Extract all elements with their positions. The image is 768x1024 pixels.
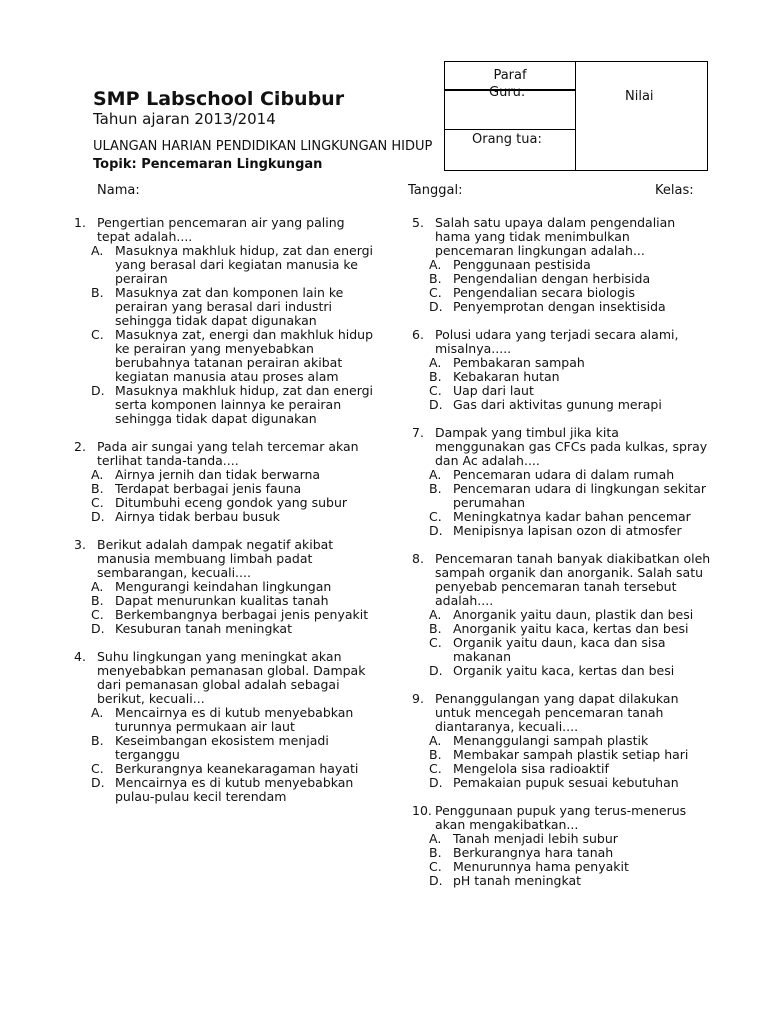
option-letter: B.: [429, 271, 442, 286]
option-text: Pencemaran udara di lingkungan sekitar perumahan: [453, 481, 707, 510]
option-text: Kesuburan tanah meningkat: [115, 621, 292, 636]
option-text: Organik yaitu daun, kaca dan sisa makanan: [453, 635, 666, 664]
option-text: Masuknya makhluk hidup, zat dan energi serta komponen lainnya ke perairan sehingga tidak dapat digunakan: [115, 383, 374, 426]
option-letter: B.: [429, 747, 442, 762]
option-text: Mengelola sisa radioaktif: [453, 761, 609, 776]
option-text: Mengurangi keindahan lingkungan: [115, 579, 332, 594]
paraf-label: Paraf: [493, 68, 527, 83]
option-letter: B.: [429, 845, 442, 860]
option-letter: B.: [429, 369, 442, 384]
answer-option-a[interactable]: [429, 468, 712, 482]
answer-option-d[interactable]: [429, 300, 712, 314]
question-10: [412, 804, 712, 888]
answer-option-c[interactable]: [91, 496, 374, 510]
answer-option-d[interactable]: [91, 776, 374, 804]
option-letter: B.: [91, 285, 104, 300]
option-letter: B.: [91, 481, 104, 496]
answer-option-a[interactable]: [429, 734, 712, 748]
question-text: Berikut adalah dampak negatif akibat manusia membuang limbah padat sembarangan, kecuali....: [97, 537, 334, 580]
option-text: Ditumbuhi eceng gondok yang subur: [115, 495, 348, 510]
question-number: 2.: [74, 439, 86, 454]
answer-option-d[interactable]: [91, 384, 374, 426]
parent-label: Orang tua:: [472, 132, 542, 147]
option-text: Masuknya makhluk hidup, zat dan energi yang berasal dari kegiatan manusia ke perairan: [115, 243, 374, 286]
date-field-label: Tanggal:: [408, 183, 463, 198]
option-letter: B.: [91, 593, 104, 608]
question-text: Suhu lingkungan yang meningkat akan menyebabkan pemanasan global. Dampak dari pemanasan global adalah sebagai berikut, kecuali...: [97, 649, 366, 706]
option-letter: C.: [91, 607, 104, 622]
question-text: Salah satu upaya dalam pengendalian hama yang tidak menimbulkan pencemaran lingkungan adalah...: [435, 215, 676, 258]
signature-column: [445, 62, 576, 170]
option-letter: A.: [91, 467, 104, 482]
option-letter: C.: [429, 509, 442, 524]
questions-left-column: [74, 216, 374, 818]
option-letter: C.: [91, 761, 104, 776]
option-text: Menurunnya hama penyakit: [453, 859, 629, 874]
topic-heading: Topik: Pencemaran Lingkungan: [93, 157, 323, 172]
answer-option-b[interactable]: [429, 846, 712, 860]
option-text: Airnya jernih dan tidak berwarna: [115, 467, 321, 482]
question-1: [74, 216, 374, 426]
parent-signature-cell[interactable]: [445, 130, 575, 170]
option-text: Pemakaian pupuk sesuai kebutuhan: [453, 775, 679, 790]
option-letter: D.: [91, 775, 105, 790]
option-letter: C.: [429, 383, 442, 398]
option-text: Pengendalian secara biologis: [453, 285, 635, 300]
question-3: [74, 538, 374, 636]
answer-option-c[interactable]: [429, 636, 712, 664]
option-text: Penggunaan pestisida: [453, 257, 591, 272]
option-letter: D.: [91, 383, 105, 398]
answer-option-c[interactable]: [429, 762, 712, 776]
option-text: Tanah menjadi lebih subur: [453, 831, 618, 846]
question-9: [412, 692, 712, 790]
answer-option-d[interactable]: [429, 524, 712, 538]
question-number: 3.: [74, 537, 86, 552]
option-text: Uap dari laut: [453, 383, 534, 398]
option-text: Pencemaran udara di dalam rumah: [453, 467, 675, 482]
answer-option-b[interactable]: [91, 482, 374, 496]
option-letter: A.: [91, 579, 104, 594]
signature-score-box: [444, 61, 708, 171]
option-letter: D.: [429, 663, 443, 678]
option-letter: C.: [429, 761, 442, 776]
answer-option-d[interactable]: [429, 398, 712, 412]
option-letter: A.: [429, 831, 442, 846]
answer-option-c[interactable]: [429, 286, 712, 300]
option-text: Berkembangnya berbagai jenis penyakit: [115, 607, 369, 622]
question-text: Penanggulangan yang dapat dilakukan untuk mencegah pencemaran tanah diantaranya, kecuali....: [435, 691, 679, 734]
answer-option-b[interactable]: [429, 370, 712, 384]
option-text: Berkurangnya hara tanah: [453, 845, 614, 860]
question-text: Pencemaran tanah banyak diakibatkan oleh sampah organik dan anorganik. Salah satu penyebab pencemaran tanah tersebut adalah....: [435, 551, 711, 608]
answer-option-a[interactable]: [91, 580, 374, 594]
option-letter: D.: [429, 299, 443, 314]
option-text: Anorganik yaitu kaca, kertas dan besi: [453, 621, 689, 636]
option-letter: A.: [429, 355, 442, 370]
option-text: Dapat menurunkan kualitas tanah: [115, 593, 329, 608]
option-letter: D.: [91, 621, 105, 636]
question-text: Pengertian pencemaran air yang paling tepat adalah....: [97, 215, 345, 244]
question-2: [74, 440, 374, 524]
answer-option-a[interactable]: [91, 468, 374, 482]
question-5: [412, 216, 712, 314]
question-number: 9.: [412, 691, 424, 706]
answer-option-b[interactable]: [429, 272, 712, 286]
answer-option-b[interactable]: [91, 734, 374, 762]
answer-option-a[interactable]: [91, 244, 374, 286]
answer-option-a[interactable]: [429, 832, 712, 846]
class-field-label: Kelas:: [655, 183, 694, 198]
answer-option-b[interactable]: [429, 748, 712, 762]
answer-option-b[interactable]: [91, 286, 374, 328]
answer-option-b[interactable]: [429, 622, 712, 636]
question-7: [412, 426, 712, 538]
school-name: SMP Labschool Cibubur: [93, 88, 345, 110]
option-text: Menanggulangi sampah plastik: [453, 733, 649, 748]
question-8: [412, 552, 712, 678]
questions-right-column: [412, 216, 712, 902]
question-text: Polusi udara yang terjadi secara alami, misalnya.....: [435, 327, 679, 356]
option-letter: B.: [429, 481, 442, 496]
answer-option-c[interactable]: [91, 328, 374, 384]
answer-option-d[interactable]: [91, 510, 374, 524]
answer-option-d[interactable]: [429, 776, 712, 790]
option-text: Pengendalian dengan herbisida: [453, 271, 651, 286]
option-letter: D.: [429, 397, 443, 412]
guru-label: Guru:: [489, 85, 526, 100]
academic-year: Tahun ajaran 2013/2014: [93, 110, 276, 128]
option-text: Pembakaran sampah: [453, 355, 585, 370]
question-number: 4.: [74, 649, 86, 664]
guru-signature-cell[interactable]: [445, 85, 575, 130]
option-text: Masuknya zat, energi dan makhluk hidup ke perairan yang menyebabkan berubahnya tatanan perairan akibat kegiatan manusia atau proses alam: [115, 327, 374, 384]
answer-option-b[interactable]: [429, 482, 712, 510]
option-letter: D.: [429, 523, 443, 538]
question-text: Pada air sungai yang telah tercemar akan terlihat tanda-tanda....: [97, 439, 359, 468]
option-text: Airnya tidak berbau busuk: [115, 509, 280, 524]
option-text: Mencairnya es di kutub menyebabkan pulau-pulau kecil terendam: [115, 775, 354, 804]
option-text: Masuknya zat dan komponen lain ke perairan yang berasal dari industri sehingga tidak dapat digunakan: [115, 285, 344, 328]
option-text: Menipisnya lapisan ozon di atmosfer: [453, 523, 682, 538]
answer-option-b[interactable]: [91, 594, 374, 608]
option-letter: A.: [429, 467, 442, 482]
question-text: Penggunaan pupuk yang terus-menerus akan mengakibatkan...: [435, 803, 687, 832]
question-number: 8.: [412, 551, 424, 566]
score-label: Nilai: [625, 89, 654, 104]
option-letter: C.: [429, 285, 442, 300]
question-number: 1.: [74, 215, 86, 230]
option-letter: A.: [429, 257, 442, 272]
option-text: Membakar sampah plastik setiap hari: [453, 747, 689, 762]
option-letter: A.: [91, 705, 104, 720]
option-letter: C.: [91, 495, 104, 510]
option-letter: A.: [429, 733, 442, 748]
option-text: Berkurangnya keanekaragaman hayati: [115, 761, 359, 776]
answer-option-a[interactable]: [91, 706, 374, 734]
answer-option-c[interactable]: [429, 860, 712, 874]
option-letter: B.: [91, 733, 104, 748]
exam-title: ULANGAN HARIAN PENDIDIKAN LINGKUNGAN HIDUP: [93, 139, 433, 154]
answer-option-a[interactable]: [429, 258, 712, 272]
option-letter: A.: [91, 243, 104, 258]
option-letter: C.: [91, 327, 104, 342]
name-field-label: Nama:: [97, 183, 140, 198]
option-text: Mencairnya es di kutub menyebabkan turunnya permukaan air laut: [115, 705, 354, 734]
question-text: Dampak yang timbul jika kita menggunakan gas CFCs pada kulkas, spray dan Ac adalah....: [435, 425, 708, 468]
question-6: [412, 328, 712, 412]
option-text: Penyemprotan dengan insektisida: [453, 299, 666, 314]
option-text: Terdapat berbagai jenis fauna: [115, 481, 302, 496]
question-number: 10.: [412, 803, 432, 818]
option-text: Organik yaitu kaca, kertas dan besi: [453, 663, 675, 678]
answer-option-c[interactable]: [91, 762, 374, 776]
answer-option-d[interactable]: [91, 622, 374, 636]
option-text: Keseimbangan ekosistem menjadi terganggu: [115, 733, 329, 762]
option-letter: D.: [429, 873, 443, 888]
answer-option-d[interactable]: [429, 664, 712, 678]
question-number: 5.: [412, 215, 424, 230]
question-number: 6.: [412, 327, 424, 342]
option-text: Meningkatnya kadar bahan pencemar: [453, 509, 691, 524]
option-letter: A.: [429, 607, 442, 622]
answer-option-a[interactable]: [429, 356, 712, 370]
question-4: [74, 650, 374, 804]
option-letter: D.: [429, 775, 443, 790]
option-letter: B.: [429, 621, 442, 636]
option-text: Anorganik yaitu daun, plastik dan besi: [453, 607, 694, 622]
option-letter: C.: [429, 635, 442, 650]
answer-option-c[interactable]: [91, 608, 374, 622]
answer-option-c[interactable]: [429, 384, 712, 398]
option-text: pH tanah meningkat: [453, 873, 582, 888]
option-text: Kebakaran hutan: [453, 369, 560, 384]
question-number: 7.: [412, 425, 424, 440]
answer-option-d[interactable]: [429, 874, 712, 888]
answer-option-c[interactable]: [429, 510, 712, 524]
answer-option-a[interactable]: [429, 608, 712, 622]
option-letter: C.: [429, 859, 442, 874]
option-text: Gas dari aktivitas gunung merapi: [453, 397, 662, 412]
option-letter: D.: [91, 509, 105, 524]
